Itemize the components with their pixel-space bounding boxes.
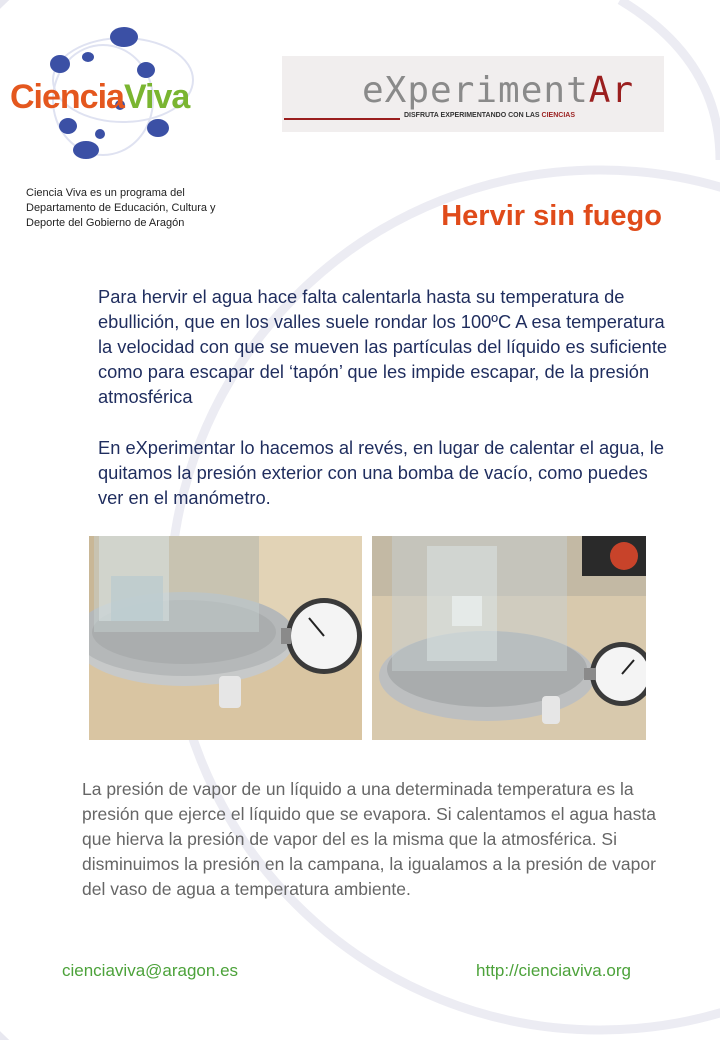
banner-title-part1: eXperiment — [362, 70, 589, 111]
explanation-paragraph: La presión de vapor de un líquido a una determinada temperatura es la presión que ejerce el líquido que se evapora. Si calentamos el agua hasta que hierva la presión de vapor del es la misma que la atmosférica. Si disminuimos la presión en la campana, la igualamos a la presión de vapor del vaso de agua a temperatura ambiente. — [82, 779, 656, 899]
footer-url[interactable]: http://cienciaviva.org — [476, 961, 631, 980]
vacuum-bell-photo-right — [372, 536, 646, 740]
banner-underline — [284, 118, 400, 120]
logo-word-viva: Viva — [123, 78, 190, 116]
program-note: Ciencia Viva es un programa del Departamento de Educación, Cultura y Deporte del Gobierno de Aragón — [26, 187, 216, 229]
footer-email[interactable]: cienciaviva@aragon.es — [62, 961, 239, 980]
banner-subtitle-part1: DISFRUTA EXPERIMENTANDO CON LAS — [404, 112, 542, 119]
page-title: Hervir sin fuego — [441, 200, 662, 232]
intro-paragraph: Para hervir el agua hace falta calentarla hasta su temperatura de ebullición, que en los valles suele rondar los 100ºC A esa temperatura la velocidad con que se mueven las partículas del líquido es suficiente como para escapar del ‘tapón’ que les impide escapar, de la presión atmosférica — [98, 286, 668, 407]
experimentar-logo-title — [362, 70, 634, 111]
experimentar-banner — [282, 56, 664, 132]
banner-title-part2: Ar — [588, 70, 635, 111]
vacuum-bell-photo-left — [89, 536, 362, 740]
logo-word-ciencia: Ciencia — [10, 78, 124, 116]
banner-subtitle — [404, 112, 575, 119]
method-paragraph: En eXperimentar lo hacemos al revés, en lugar de calentar el agua, le quitamos la presión exterior con una bomba de vacío, como puedes ver en el manómetro. — [98, 437, 665, 508]
ciencia-viva-logo — [10, 78, 189, 117]
banner-subtitle-part2: CIENCIAS — [541, 112, 575, 119]
